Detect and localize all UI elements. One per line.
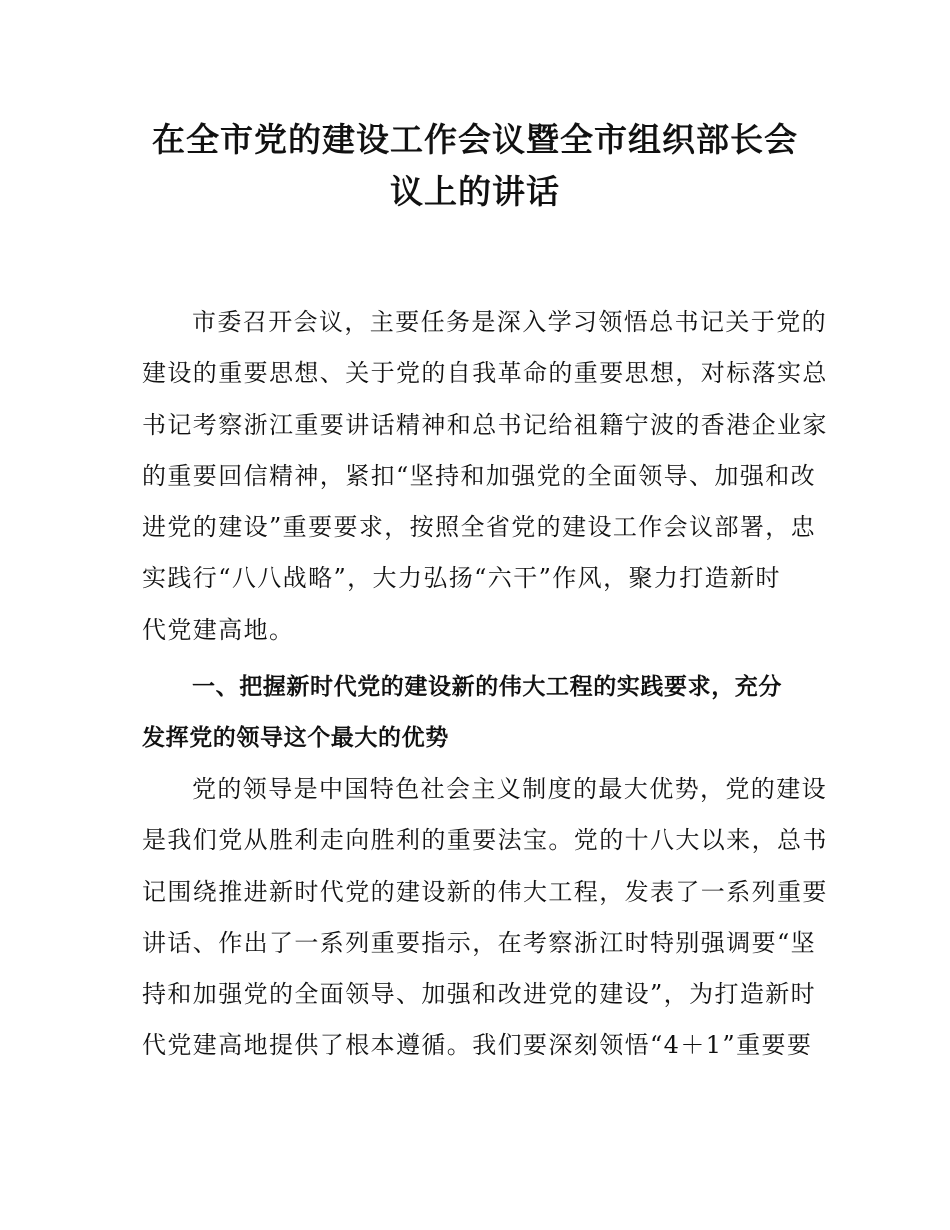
intro-paragraph <box>142 297 828 656</box>
paragraph-line: 实践行“八八战略”，大力弘扬“六干”作风，聚力打造新时 <box>142 564 781 593</box>
paragraph-line: 的重要回信精神，紧扣“坚持和加强党的全面领导、加强和改 <box>142 461 817 490</box>
paragraph-line: 建设的重要思想、关于党的自我革命的重要思想，对标落实总 <box>142 359 828 388</box>
paragraph-line: 市委召开会议，主要任务是深入学习领悟总书记关于党的 <box>192 308 827 336</box>
paragraph-line: 代党建高地提供了根本遵循。我们要深刻领悟“4＋1”重要要 <box>142 1031 813 1060</box>
section-heading <box>142 662 810 765</box>
paragraph-line: 记围绕推进新时代党的建设新的伟大工程，发表了一系列重要 <box>142 877 828 906</box>
paragraph-line: 党的领导是中国特色社会主义制度的最大优势，党的建设 <box>192 775 827 803</box>
paragraph-line: 代党建高地。 <box>142 615 295 644</box>
paragraph-line: 是我们党从胜利走向胜利的重要法宝。党的十八大以来，总书 <box>142 826 828 855</box>
heading-line: 发挥党的领导这个最大的优势 <box>142 725 449 752</box>
paragraph-line: 进党的建设”重要要求，按照全省党的建设工作会议部署，忠 <box>142 513 817 542</box>
title-line: 议上的讲话 <box>390 172 560 211</box>
paragraph-line: 持和加强党的全面领导、加强和改进党的建设”，为打造新时 <box>142 980 817 1009</box>
paragraph-line: 书记考察浙江重要讲话精神和总书记给祖籍宁波的香港企业家 <box>142 410 828 439</box>
document-title <box>130 114 820 218</box>
body-paragraph <box>142 764 828 1072</box>
title-line: 在全市党的建设工作会议暨全市组织部长会 <box>152 120 798 159</box>
heading-line: 一、把握新时代党的建设新的伟大工程的实践要求，充分 <box>192 674 782 700</box>
paragraph-line: 讲话、作出了一系列重要指示，在考察浙江时特别强调要“坚 <box>142 928 817 957</box>
